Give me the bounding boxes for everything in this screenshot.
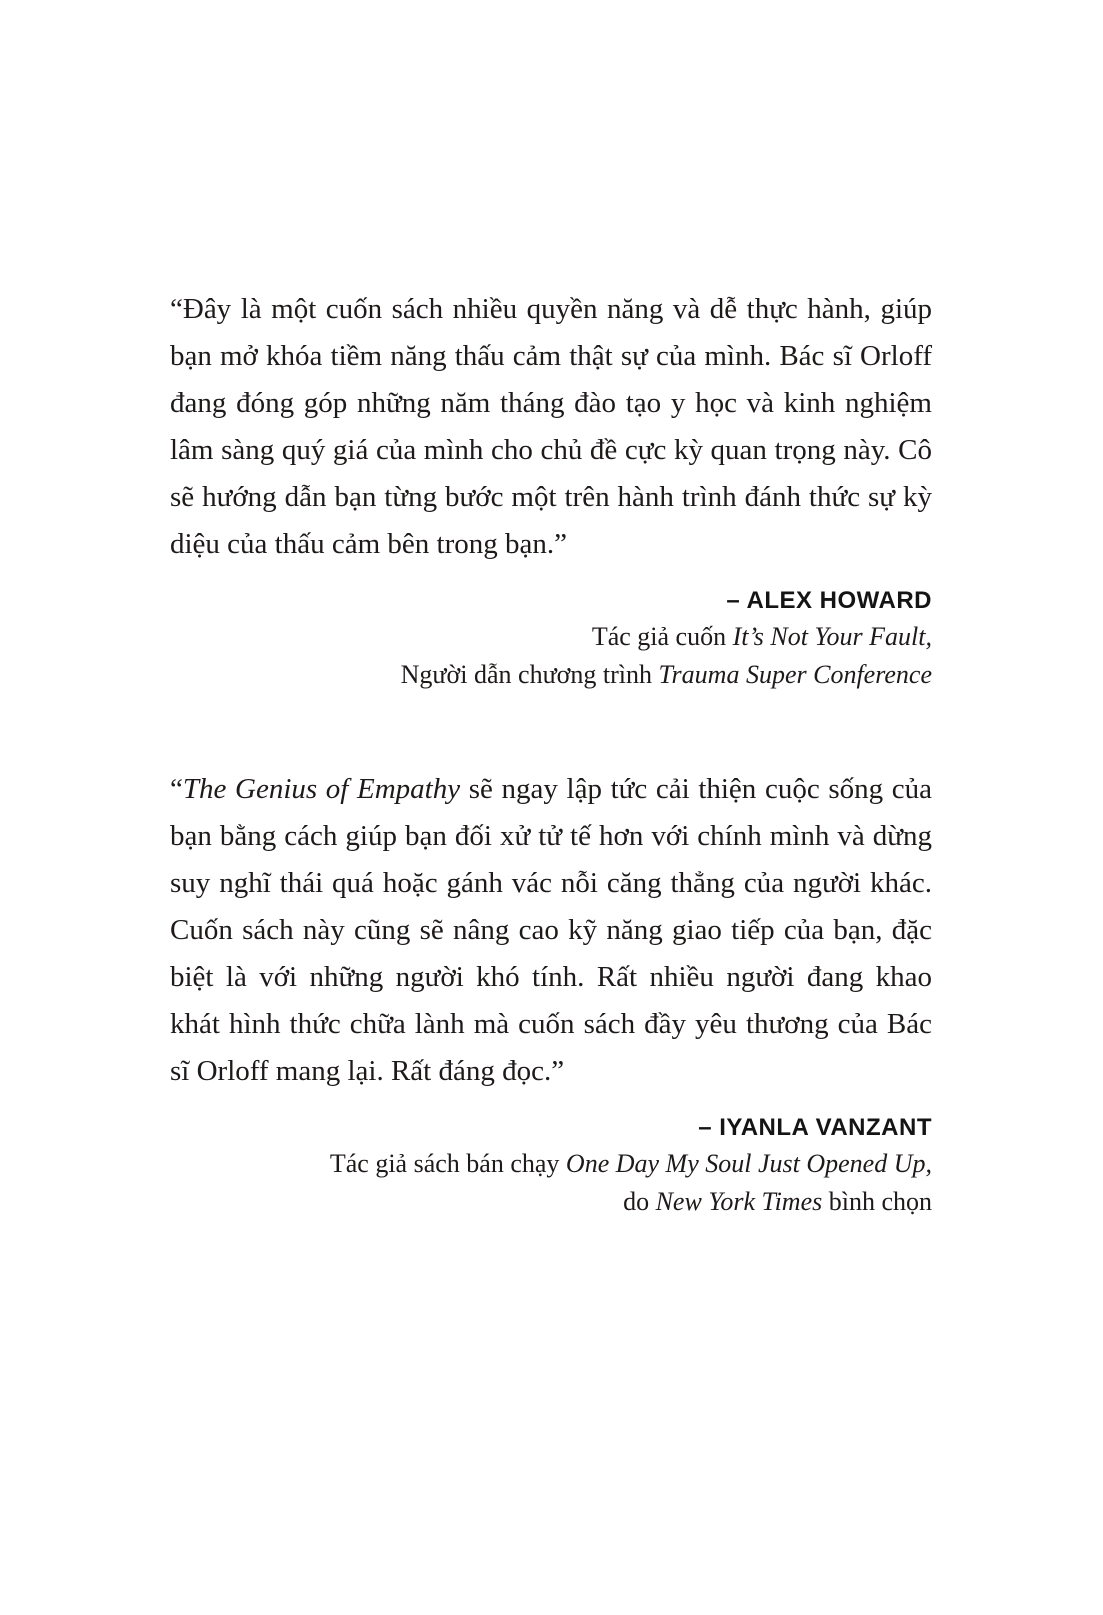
quote-2-author: – IYANLA VANZANT [698, 1114, 932, 1141]
quote-1-credit-1-book-title: It’s Not Your Fault, [732, 622, 932, 651]
quote-1-text: “Đây là một cuốn sách nhiều quyền năng và dễ thực hành, giúp bạn mở khóa tiềm năng thấu cảm thật sự của mình. Bác sĩ Orloff đang đóng góp những năm tháng đào tạo y học và kinh nghiệm lâm sàng quý giá của mình cho chủ đề cực kỳ quan trọng này. Cô sẽ hướng dẫn bạn từng bước một trên hành trình đánh thức sự kỳ diệu của thấu cảm bên trong bạn.” [170, 293, 932, 560]
quote-2-attribution [170, 1111, 932, 1221]
quote-2-credit-1-regular: Tác giả sách bán chạy [329, 1149, 566, 1178]
quote-2-credit-line-1 [170, 1145, 932, 1183]
quote-2-credit-1-book-title: One Day My Soul Just Opened Up, [565, 1149, 932, 1178]
praise-quote-1 [170, 286, 932, 694]
quote-2-credit-2-regular-2: bình chọn [822, 1187, 932, 1216]
praise-quote-2 [170, 766, 932, 1221]
quote-1-credit-2-regular: Người dẫn chương trình [400, 660, 659, 689]
quote-2-credit-2-newspaper-title: New York Times [655, 1187, 823, 1216]
quote-1-credit-line-2 [170, 656, 932, 694]
quote-1-credit-1-regular: Tác giả cuốn [591, 622, 733, 651]
quote-1-author: – ALEX HOWARD [726, 587, 932, 614]
quote-2-credit-line-2 [170, 1183, 932, 1221]
quote-1-credit-line-1 [170, 618, 932, 656]
quote-2-text-rest: sẽ ngay lập tức cải thiện cuộc sống của bạn bằng cách giúp bạn đối xử tử tế hơn với chính mình và dừng suy nghĩ thái quá hoặc gánh vác nỗi căng thẳng của người khác. Cuốn sách này cũng sẽ nâng cao kỹ năng giao tiếp của bạn, đặc biệt là với những người khó tính. Rất nhiều người đang khao khát hình thức chữa lành mà cuốn sách đầy yêu thương của Bác sĩ Orloff mang lại. Rất đáng đọc.” [170, 773, 932, 1087]
quote-2-text [170, 766, 932, 1095]
quote-1-attribution [170, 584, 932, 694]
quote-2-open-quote: “ [170, 773, 183, 805]
quote-1-credit-2-program-title: Trauma Super Conference [658, 660, 932, 689]
page-content [170, 286, 932, 1221]
quote-2-book-title: The Genius of Empathy [182, 773, 461, 805]
quote-2-credit-2-regular-1: do [623, 1187, 656, 1216]
